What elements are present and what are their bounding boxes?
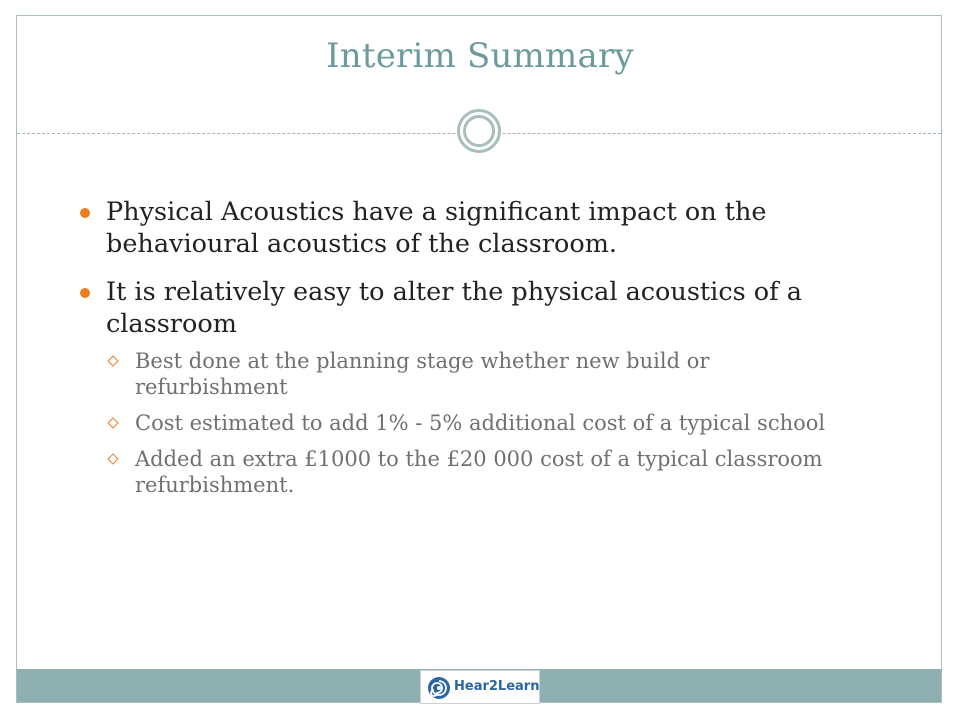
sub-bullet-text: Best done at the planning stage whether new build or refurbishment: [135, 349, 710, 399]
sub-bullet-item: [78, 348, 868, 400]
sub-bullet-item: [78, 410, 868, 436]
sub-bullet-text: Added an extra £1000 to the £20 000 cost of a typical classroom refurbishment.: [135, 447, 823, 497]
bullet-item: [78, 196, 868, 260]
orange-dot-icon: [80, 288, 90, 298]
logo-text: Hear2Learn: [454, 679, 540, 694]
slide-title: Interim Summary: [326, 36, 634, 76]
diamond-icon: [107, 453, 118, 464]
sub-bullet-item: [78, 446, 868, 498]
hear2learn-logo: [420, 670, 540, 704]
bullet-item: [78, 276, 868, 340]
diamond-icon: [107, 417, 118, 428]
sub-bullet-list: [78, 348, 868, 498]
swirl-logo-icon: [427, 676, 451, 700]
diamond-icon: [107, 355, 118, 366]
bullet-text: Physical Acoustics have a significant impact on the behavioural acoustics of the classroom.: [106, 197, 767, 259]
bullet-text: It is relatively easy to alter the physical acoustics of a classroom: [106, 277, 802, 339]
slide-content: [78, 196, 868, 508]
orange-dot-icon: [80, 208, 90, 218]
double-ring-inner: [463, 115, 495, 147]
sub-bullet-text: Cost estimated to add 1% - 5% additional cost of a typical school: [135, 411, 826, 435]
